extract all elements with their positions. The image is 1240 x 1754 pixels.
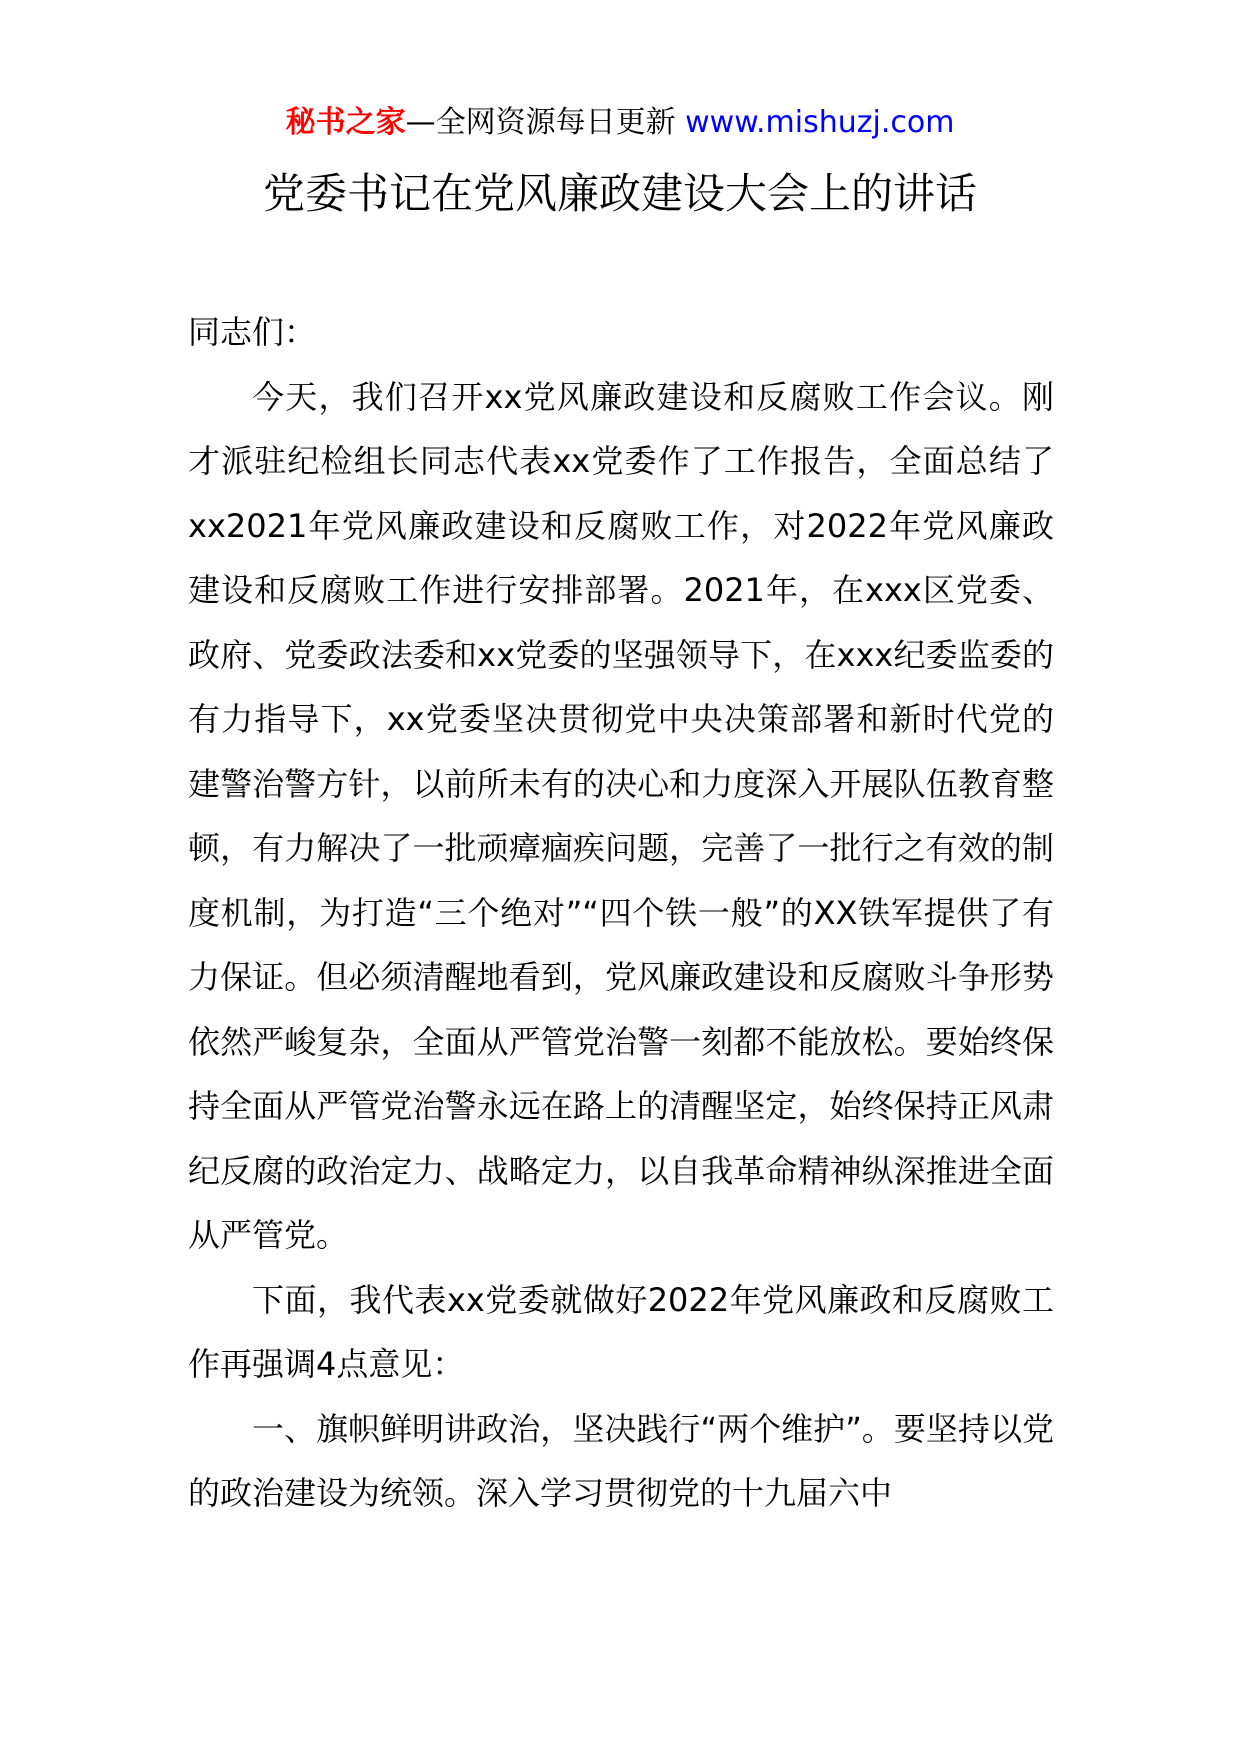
site-brand: 秘书之家 — [285, 105, 406, 140]
site-url-link[interactable]: www.mishuzj.com — [685, 105, 955, 140]
section-paragraph — [188, 1397, 1054, 1526]
section-heading: 一、旗帜鲜明讲政治，坚决践行“两个维护”。 — [252, 1409, 894, 1448]
section-text: 要坚持以党的政治建设为统领。深入学习贯彻党的十九届六中 — [188, 1409, 1054, 1512]
salutation: 同志们： — [188, 313, 317, 351]
body-paragraph: 今天，我们召开xx党风廉政建设和反腐败工作会议。刚才派驻纪检组长同志代表xx党委作了工作报告，全面总结了xx2021年党风廉政建设和反腐败工作，对2022年党风廉政建设和反腐败工作进行安排部署。2021年，在xxx区党委、政府、党委政法委和xx党委的坚强领导下，在xxx纪委监委的有力指导下，xx党委坚决贯彻党中央决策部署和新时代党的建警治警方针，以前所未有的决心和力度深入开展队伍教育整顿，有力解决了一批顽瘴痼疾问题，完善了一批行之有效的制度机制，为打造“三个绝对”“四个铁一般”的XX铁军提供了有力保证。但必须清醒地看到，党风廉政建设和反腐败斗争形势依然严峻复杂，全面从严管党治警一刻都不能放松。要始终保持全面从严管党治警永远在路上的清醒坚定，始终保持正风肃纪反腐的政治定力、战略定力，以自我革命精神纵深推进全面从严管党。 — [188, 377, 1054, 1254]
document-title: 党委书记在党风廉政建设大会上的讲话 — [262, 169, 977, 218]
site-banner — [0, 100, 1240, 146]
document-body — [188, 300, 1054, 1526]
body-paragraph: 下面，我代表xx党委就做好2022年党风廉政和反腐败工作再强调4点意见： — [188, 1280, 1054, 1383]
site-tagline: —全网资源每日更新 — [405, 105, 686, 140]
